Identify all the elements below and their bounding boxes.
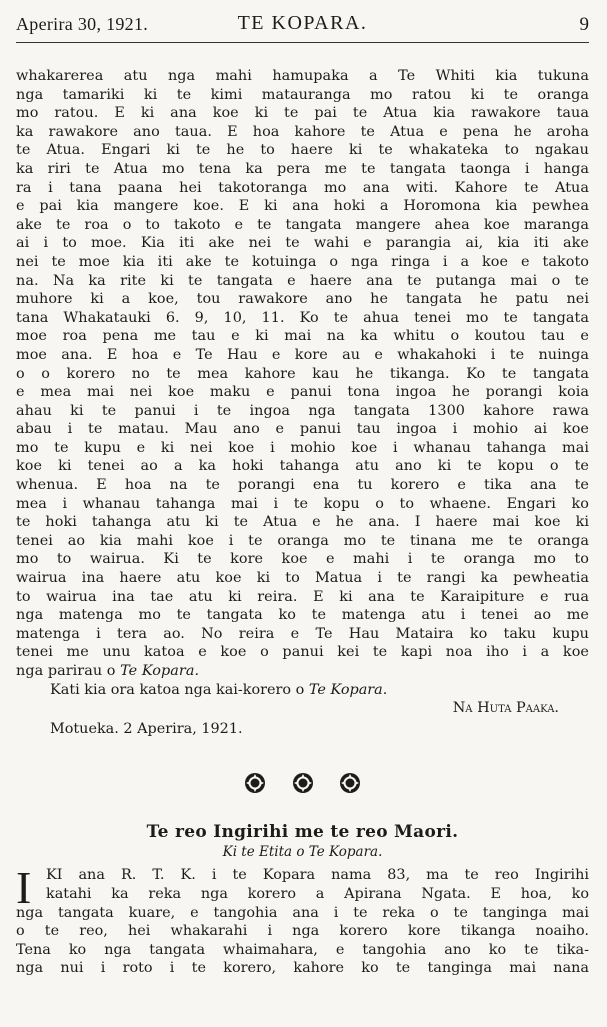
article-line: nga tangata kuare, e tangohia ana i te reka o te tanginga mai [16,904,589,921]
letter-line: ka riri te Atua mo tena ka pera me te tangata taonga i hanga [16,160,589,177]
article-title: Te reo Ingirihi me te reo Maori. [146,822,459,843]
letter-line: moe ana. E hoa e Te Hau e kore au e whakahoki i te nuinga [16,346,589,363]
letter-line: tenei ao kia mahi koe i te oranga mo te tinana me te oranga [16,532,589,549]
signature [16,699,589,718]
letter-line: whakarerea atu nga mahi hamupaka a Te Whiti kia tukuna [16,68,589,84]
letter-line [16,662,589,681]
flower-ornament-icon [244,772,266,794]
publication-title: TE KOPARA. [237,12,368,34]
letter-line: mo to wairua. Ki te kore koe e mahi i te oranga mo to [16,551,589,568]
letter-line: wairua ina haere atu koe ki to Matua i te rangi ka pewheatia [16,570,589,587]
issue-date: Aperira 30, 1921. [16,14,149,34]
letter-line: mea i whanau tahanga mai i te kopu o to whaene. Engari ko [16,495,589,512]
article-line: katahi ka reka nga korero a Apirana Ngata. E hoa, ko [46,885,589,902]
letter-line: mo ratou. E ki ana koe ki te pai te Atua kia rawakore taua [16,105,589,122]
letter-line: muhore ki a koe, tou rawakore ano he tangata he patu nei [16,291,589,308]
letter-line: koe ki tenei ao a ka hoki tahanga atu ano ki te kopu o te [16,458,589,475]
closing-text: Kati kia ora katoa nga kai-korero o [50,681,309,698]
letter-line: e mea mai nei koe maku e panui tona ingoa he porangi koia [16,384,589,401]
closing-publication-name: Te Kopara. [308,681,388,698]
place-date: Motueka. 2 Aperira, 1921. [50,720,243,737]
article-line: o te reo, hei whakarahi i nga korero kore tikanga noaiho. [16,923,589,940]
letter-line: ake te roa o to takoto e te tangata mangere ahea koe maranga [16,216,589,233]
letter-line: to wairua ina tae atu ki reira. E ki ana te Karaipiture e rua [16,588,589,605]
letter-line: na. Na ka rite ki te tangata e haere ana te putanga mai o te [16,272,589,289]
letter-line: tana Whakatauki 6. 9, 10, 11. Ko te ahua tenei mo te tangata [16,309,589,326]
flower-ornament-icon [292,772,314,794]
letter-line: ahau ki te panui i te ingoa nga tangata 1300 kahore rawa [16,402,589,419]
letter-line: te Atua. Engari ki te he to haere ki te whakateka to ngakau [16,142,589,159]
letter-line: ra i tana paana hei takotoranga mo ana witi. Kahore te Atua [16,179,589,196]
article-line: KI ana R. T. K. i te Kopara nama 83, ma te reo Ingirihi [46,867,589,884]
page-header [16,0,589,43]
flower-ornament-icon [339,772,361,794]
letter-line: abau i te matau. Mau ano e panui tau ingoa i mohio ai koe [16,421,589,438]
letter-line: te hoki tahanga atu ki te Atua e he ana. I haere mai koe ki [16,514,589,531]
letter-line: e pai kia mangere koe. E ki ana hoki a Horomona kia pewhea [16,198,589,215]
letter-line: matenga i tera ao. No reira e Te Hau Mataira ko taku kupu [16,625,589,642]
closing-line [16,681,589,700]
letter-publication-name: Te Kopara. [120,663,200,679]
drop-cap: I [16,862,32,914]
letter-line: ka rawakore ano taua. E hoa kahore te Atua e pena he aroha [16,123,589,140]
article-line: nga nui i roto i te korero, kahore ko te tanginga mai nana [16,960,589,977]
section-divider [16,772,589,796]
page-number: 9 [579,14,589,35]
letter-line: moe roa pena me tau e ki mai na ka whitu o koutou tau e [16,328,589,345]
letter-line: o o korero no te mea kahore kau he tikanga. Ko te tangata [16,365,589,382]
article-body [16,862,589,978]
letter-body [16,67,589,681]
letter-line: tenei me unu katoa e koe o panui kei te kapi noa iho i a koe [16,644,589,661]
article-line: Tena ko nga tangata whaimahara, e tangohia ano ko te tika- [16,941,589,958]
letter-line-text: nga parirau o [16,663,121,679]
article-subtitle: Ki te Etita o Te Kopara. [222,844,383,861]
letter-line: nga tamariki ki te kimi matauranga mo ratou ki te oranga [16,86,589,103]
signature-text: Na Huta Paaka. [452,700,559,717]
letter-line: nei te moe kia iti ake te kotuinga o nga ringa i a koe e takoto [16,253,589,270]
letter-line: ai i to moe. Kia iti ake nei te wahi e parangia ai, kia iti ake [16,235,589,252]
letter-line: nga matenga mo te tangata ko te matenga atu i tenei ao me [16,607,589,624]
letter-line: mo te kupu e ki nei koe i mohio koe i whanau tahanga mai [16,439,589,456]
letter-line: whenua. E hoa na te porangi ena tu korero e tika ana te [16,477,589,494]
